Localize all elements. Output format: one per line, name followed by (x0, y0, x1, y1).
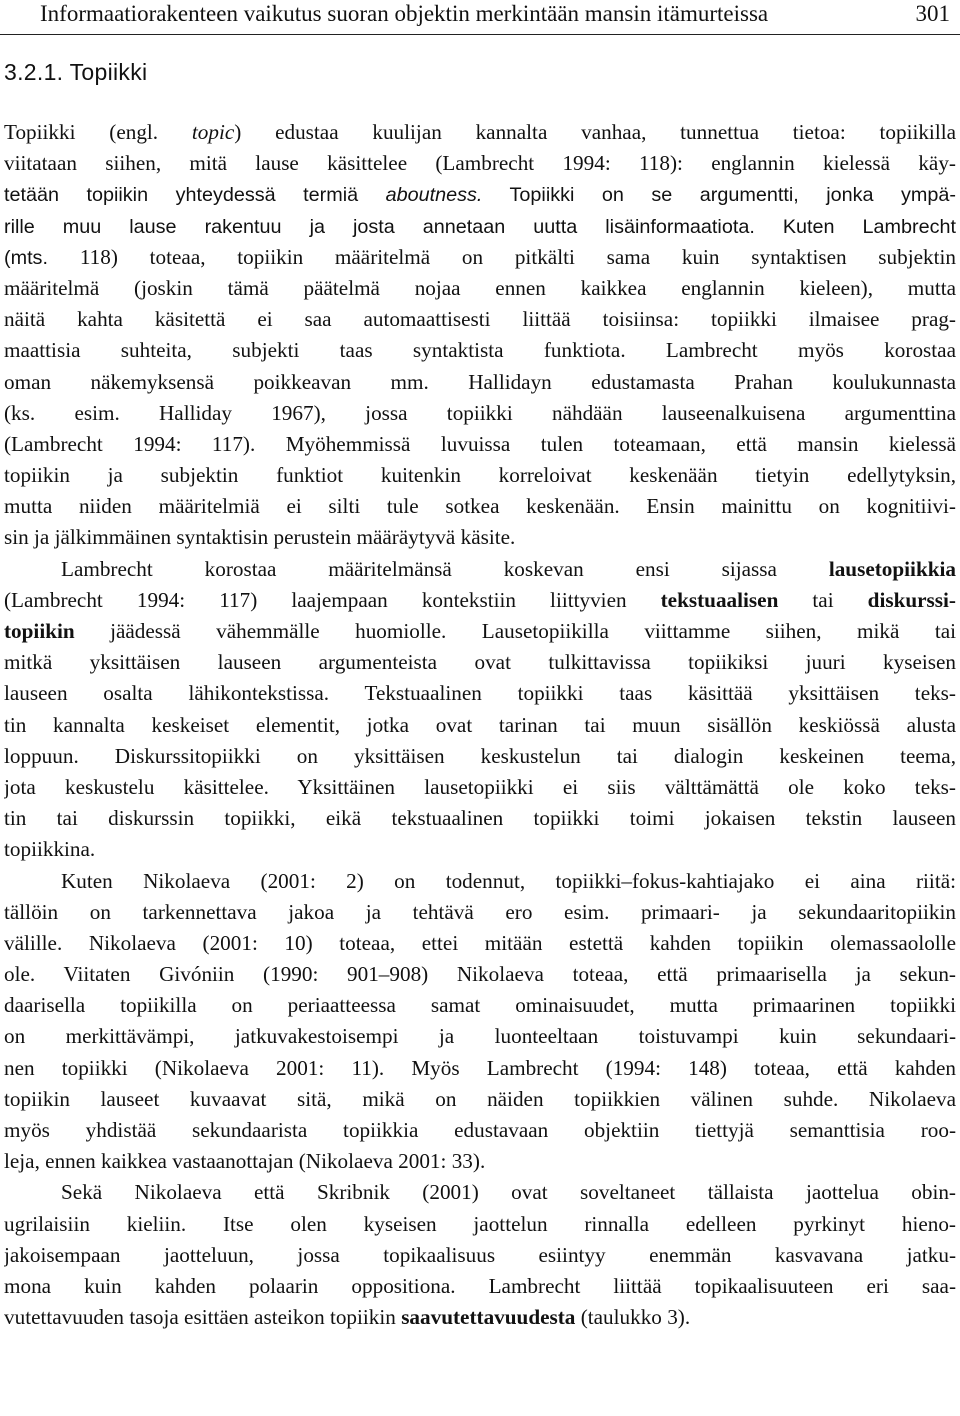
text-run: (ks. esim. Halliday 1967), jossa topiikki nähdään lauseenalkuisena argumenttina (4, 400, 956, 425)
text-run: tin kannalta keskeiset elementit, jotka ovat tarinan tai muun sisällön keskiössä alusta (4, 712, 956, 737)
text-run: jota keskustelu käsittelee. Yksittäinen lausetopiikki ei siis välttämättä ole koko teks- (4, 774, 956, 799)
text-line (4, 616, 956, 647)
text-run: mutta niiden määritelmiä ei silti tule sotkea keskenään. Ensin mainittu on kognitiivi- (4, 494, 956, 519)
text-run: Topiikki (engl. (4, 120, 192, 144)
text-run: vutettavuuden tasoja esittäen asteikon topiikin (4, 1305, 402, 1330)
bold-term: diskurssi- (867, 587, 956, 612)
text-run: nen topiikki (Nikolaeva 2001: 11). Myös Lambrecht (1994: 148) toteaa, että kahden (4, 1055, 956, 1080)
text-run: jakoisempaan jaotteluun, jossa topikaalisuus esiintyy enemmän kasvavana jatku- (4, 1242, 956, 1267)
text-line (4, 335, 956, 366)
text-run: (Lambrecht 1994: 117) laajempaan kontekstiin liittyvien (4, 587, 661, 612)
text-line (4, 211, 956, 242)
text-run: mona kuin kahden polaarin oppositiona. Lambrecht liittää topikaalisuuteen eri saa- (4, 1273, 956, 1298)
text-run: Sekä Nikolaeva että Skribnik (2001) ovat soveltaneet tällaista jaottelua obin- (61, 1180, 956, 1205)
italic-term: topic (191, 120, 235, 144)
text-run: määritelmä (joskin tämä päätelmä nojaa ennen kaikkea englannin kieleen), mutta (4, 275, 956, 300)
text-line (4, 491, 956, 522)
text-run: (Lambrecht 1994: 117). Myöhemmissä luvuissa tulen toteamaan, että mansin kielessä (4, 431, 956, 456)
text-line (4, 1053, 956, 1084)
text-run: mitkä yksittäisen lauseen argumenteista ovat tulkittavissa topiikiksi juuri kyseisen (4, 650, 956, 675)
text-line (4, 554, 956, 585)
running-title: Informaatiorakenteen vaikutus suoran objektin merkintään mansin itämurteissa (40, 1, 769, 26)
text-line (4, 117, 956, 148)
text-line (4, 179, 956, 210)
text-line (4, 273, 956, 304)
text-run: topiikin ja subjektin funktiot kuitenkin korreloivat keskenään tietyin edellytyksin, (4, 463, 956, 488)
text-run: ugrilaisiin kieliin. Itse olen kyseisen jaottelun rinnalla edelleen pyrkinyt hieno- (4, 1211, 956, 1236)
text-run: ) edustaa kuulijan kannalta vanhaa, tunnettua tietoa: topiikilla (234, 120, 956, 144)
text-line (4, 678, 956, 709)
text-line (4, 1271, 956, 1302)
bold-term: lausetopiikkia (828, 556, 956, 581)
text-line (4, 928, 956, 959)
text-line (4, 148, 956, 179)
text-run: tetään topiikin yhteydessä termiä (4, 184, 386, 207)
section-heading: 3.2.1. Topiikki (4, 59, 148, 85)
text-line (4, 1084, 956, 1115)
text-line (4, 803, 956, 834)
running-header (0, 0, 960, 35)
text-run: myös yhdistää sekundaarista topiikkia edustavaan objektiin tiettyjä semanttisia roo- (4, 1118, 956, 1142)
text-line (4, 990, 956, 1021)
text-line (4, 1302, 956, 1333)
text-run: on merkittävämpi, jatkuvakestoisempi ja luonteeltaan toistuvampi kuin sekundaari- (4, 1024, 956, 1049)
text-line (4, 834, 956, 865)
bold-term: tekstuaalisen (660, 587, 779, 612)
text-run: ole. Viitaten Givóniin (1990: 901–908) Nikolaeva toteaa, että primaarisella ja sekun- (4, 962, 956, 987)
text-run: (mts. (4, 246, 80, 269)
text-run: näitä kahta käsitettä ei saa automaattisesti liittää toisiinsa: topiikki ilmaisee prag- (4, 307, 956, 332)
text-line (4, 367, 956, 398)
bold-term: saavutettavuudesta (401, 1305, 576, 1330)
text-line (4, 1177, 956, 1208)
text-run: maattisia suhteita, subjekti taas syntaktista funktiota. Lambrecht myös korostaa (4, 338, 956, 363)
text-run: sin ja jälkimmäinen syntaktisin perustein määräytyvä käsite. (4, 525, 516, 550)
text-line (4, 647, 956, 678)
text-run: oman näkemyksensä poikkeavan mm. Hallidayn edustamasta Prahan koulukunnasta (4, 369, 956, 394)
text-line (4, 1240, 956, 1271)
text-line (4, 772, 956, 803)
text-line (4, 460, 956, 491)
text-run: (taulukko 3). (575, 1305, 691, 1330)
text-line (4, 1021, 956, 1052)
text-line (4, 1115, 956, 1146)
body-text (4, 117, 956, 1333)
text-line (4, 304, 956, 335)
text-run: Kuten Nikolaeva (2001: 2) on todennut, topiikki–fokus-kahtiajako ei aina riitä: (61, 868, 956, 893)
text-run: daarisella topiikilla on periaatteessa samat ominaisuudet, mutta primaarinen topiikki (4, 993, 956, 1018)
text-line (4, 1209, 956, 1240)
text-line (4, 585, 956, 616)
text-run: leja, ennen kaikkea vastaanottajan (Nikolaeva 2001: 33). (4, 1149, 486, 1174)
text-run: tällöin on tarkennettava jakoa ja tehtävä ero esim. primaari- ja sekundaaritopiikin (4, 899, 956, 924)
text-run: välille. Nikolaeva (2001: 10) toteaa, ettei mitään estettä kahden topiikin olemassaololle (4, 930, 956, 955)
text-run: 118) toteaa, topiikin määritelmä on pitkälti sama kuin syntaktisen subjektin (79, 244, 956, 269)
text-run: viitataan siihen, mitä lause käsittelee (Lambrecht 1994: 118): englannin kielessä käy- (4, 151, 956, 176)
text-line (4, 398, 956, 429)
page-number: 301 (915, 1, 950, 26)
text-run: tin tai diskurssin topiikki, eikä tekstuaalinen topiikki toimi jokaisen tekstin lauseen (4, 806, 956, 831)
text-run: Lambrecht korostaa määritelmänsä koskevan ensi sijassa (61, 556, 829, 581)
text-line (4, 1146, 956, 1177)
text-run: loppuun. Diskurssitopiikki on yksittäisen keskustelun tai dialogin keskeinen teema, (4, 743, 956, 768)
text-line (4, 741, 956, 772)
text-line (4, 522, 956, 553)
text-line (4, 242, 956, 273)
text-line (4, 429, 956, 460)
text-line (4, 866, 956, 897)
bold-term: topiikin (4, 619, 75, 643)
text-run: rille muu lause rakentuu ja josta annetaan uutta lisäinformaatiota. Kuten Lambrecht (4, 215, 956, 238)
text-run: topiikin lauseet kuvaavat sitä, mikä on näiden topiikkien välinen suhde. Nikolaeva (4, 1086, 956, 1111)
italic-term: aboutness. (385, 184, 483, 207)
text-run: Topiikki on se argumentti, jonka ympä- (482, 184, 956, 207)
text-line (4, 959, 956, 990)
text-line (4, 710, 956, 741)
text-line (4, 897, 956, 928)
text-run: tai (778, 587, 868, 612)
text-run: lauseen osalta lähikontekstissa. Tekstuaalinen topiikki taas käsittää yksittäisen teks- (4, 681, 956, 706)
text-run: topiikkina. (4, 837, 96, 862)
text-run: jäädessä vähemmälle huomiolle. Lausetopiikilla viittamme siihen, mikä tai (74, 619, 956, 643)
